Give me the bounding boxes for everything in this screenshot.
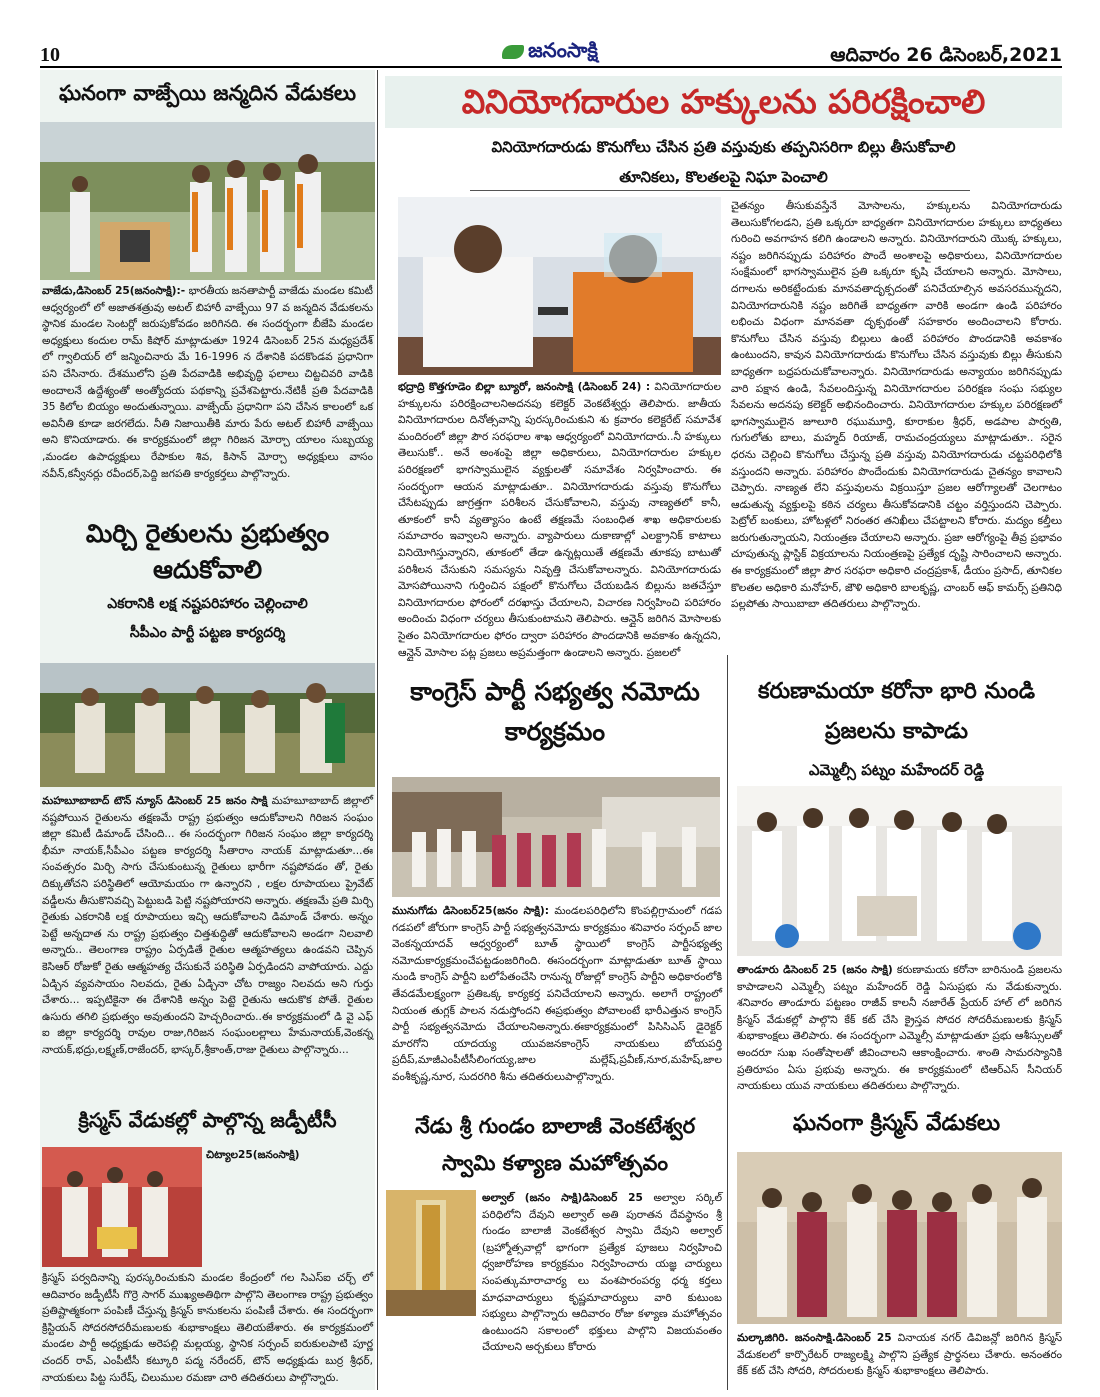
balaji-photo <box>386 1190 476 1316</box>
mirchi-dateline: మహబూబాబాద్ టౌన్ న్యూస్ డిసెంబర్ 25 జనం సాక్షి <box>42 795 268 807</box>
column-divider-left <box>377 70 378 1390</box>
consumer-meeting-photo <box>398 197 721 375</box>
issue-date: ఆదివారం 26 డిసెంబర్,2021 <box>830 44 1062 66</box>
corona-story <box>737 962 1062 1108</box>
masthead-rule <box>40 66 1062 68</box>
column-divider-right <box>727 655 728 1390</box>
main-deck-2: తూనికలు, కొలతలపై నిఘా పెంచాలి <box>619 168 828 186</box>
main-headline: వినియోగదారుల హక్కులను పరిరక్షించాలి <box>461 82 986 121</box>
balaji-headline-1: నేడు శ్రీ గుండం బాలాజీ వెంకటేశ్వర <box>414 1114 696 1138</box>
christmas-headline: ఘనంగా క్రిస్మస్ వేడుకలు <box>792 1111 1001 1136</box>
vajpayee-headline: ఘనంగా వాజ్పేయి జన్మదిన వేడుకలు <box>58 81 357 105</box>
vajpayee-body: భారతీయ జనతాపార్టీ వాజేడు మండల కమిటీ ఆధ్వర్యంలో లో అజాతశత్రువు అటల్ బిహారీ వాజ్పేయి 97 వ జన్మదిన వేడుకలను స్థానిక మండల సెంటర్లో జరుపుకోవడం జరిగినది. ఈ సందర్భంగా బీజేపి మండల అధ్యక్షులు కందుల రామ్ కిషోర్ మాట్లాడుతూ 1924 డిసెంబర్ 25న మధ్యప్రదేశ్ లో గ్వాలియర్ లో జన్మించినారు మే 16-1996 న దేశానికి పదకొండవ ప్రధానిగా పని చేసినారు. దేశములోని ప్రతి పేదవాడికి అభివృద్ధి ఫలాలు చిట్టచివరి వాడికి అందాలనే ఉద్దేశ్యంతో అంత్యోదయ పథకాన్ని ప్రవేశపెట్టారు.నేటికీ ప్రతి పేదవాడికి 35 కిలోల బియ్యం అందుతున్నాయి. వాజ్పేయ్ ప్రధానిగా పని చేసిన కాలంలో ఒక అవినీతి కూడా జరగలేదు. నీతి నిజాయితీకి మారు పేరు అటల్ బిహారీ వాజ్పేయి అని కొనియాడారు. ఈ కార్యక్రమంలో జిల్లా గిరిజన మోర్చా యాలం సుబ్బయ్య ,మండల ఉపాధ్యక్షులు రేపాకుల శివ, కిసాన్ మోర్చా అధ్యక్షులు వాసం నవీన్,కన్వీనర్లు రవీందర్,పెద్ది జగపతి కార్యకర్తలు పాల్గొన్నారు. <box>42 285 373 480</box>
christmas-zptc-body: క్రిస్మస్ పర్వదినాన్ని పురస్కరించుకుని మండల కేంద్రంలో గల సిఎస్ఐ చర్చ్ లో ఆదివారం జడ్పీటీసీ గొర్రె సాగర్ ముఖ్యఅతిథిగా పాల్గొని తెలంగాణ రాష్ట్ర ప్రభుత్వం ప్రతిష్టాత్మకంగా పంపిణీ చేస్తున్న క్రిస్మస్ కానుకలను పంపిణీ చేశారు. ఈ సందర్భంగా క్రిస్టియన్ సోదరసోదరీమణులకు శుభాకాంక్షలు తెలియజేశారు. ఈ కార్యక్రమంలో మండల పార్టీ అధ్యక్షుడు అరెపల్లి మల్లయ్య, స్థానిక సర్పంచ్ ఐరుకులపాటి పూర్ణ చందర్ రావ్, ఎంపీటీసీ కట్కూరి పద్మ నరేందర్, టౌన్ అధ్యక్షుడు బుర్ర శ్రీధర్, నాయకులు పిట్ట సురేష్, చిలుముల రమణా చారి తదితరులు పాల్గొన్నారు. <box>42 1272 373 1384</box>
consumer-body-left: వినియోగదారుల హక్కులను పరిరక్షించాలనిఅదనపు కలెక్టర్ వెంకటేశ్వర్లు తెలిపారు. జాతీయ వినియోగదారుల దినోత్సవాన్ని పురస్కరించుకుని శు క్రవారం కలెక్టరేట్ సమావేశ మందిరంలో జిల్లా పౌర సరఫరాల శాఖ ఆధ్వర్యంలో వినియోగదారు..నీ హక్కులు తెలుసుకో.. అనే అంశంపై జిల్లా అధికారులు, వినియోగదారుల హక్కుల పరిరక్షణలో భాగస్వాములైన వ్యక్తులతో సమావేశం నిర్వహించారు. ఈ సందర్భంగా ఆయన మాట్లాడుతూ.. వినియోగదారుడు వస్తువు కొనుగోలు చేసేటప్పుడు జాగ్రత్తగా పరిశీలన చేసుకోవాలని, వస్తువు నాణ్యతలో కానీ, తూకంలో కానీ వ్యత్యాసం ఉంటే తక్షణమే సంబంధిత శాఖ అధికారులకు సమాచారం ఇవ్వాలని అన్నారు. వ్యాపారులు దుకాణాల్లో ఎలక్ట్రానిక్ కాటాలు వినియోగిస్తున్నారని, తూకంలో తేడా ఉన్నట్లయితే తక్షణమే తూకపు బాటుతో పరిశీలన చేసుకుని సమస్యను నివృత్తి చేసుకోవాలన్నారు. వినియోగదారుడు మోసపోయినాని గుర్తించిన పక్షంలో కొనుగోలు చేయబడిన బిల్లును జతచేస్తూ వినియోగదారుల ఫోరంలో దరఖాస్తు చేయాలని, విచారణ నిర్వహించి పరిహారం అందించు విధంగా చర్యలు తీసుకుంటామని తెలిపారు. ఆన్లైన్ జరిగిన మోసాలకు సైతం వినియోగదారుల ఫోరం ద్వారా పరిహారం పొందడానికి అవకాశం ఉన్నదని, ఆన్లైన్ మోసాల పట్ల ప్రజలు అప్రమత్తంగా ఉండాలని అన్నారు. ప్రజలలో <box>398 381 721 659</box>
main-deck-1: వినియోగదారుడు కొనుగోలు చేసిన ప్రతి వస్తువుకు తప్పనిసరిగా బిల్లు తీసుకోవాలి <box>491 138 956 156</box>
consumer-story-left <box>398 379 721 659</box>
balaji-story <box>482 1190 722 1390</box>
page-number: 10 <box>40 44 60 66</box>
vajpayee-photo <box>40 122 375 280</box>
leaf-logo-icon <box>502 45 524 59</box>
mirchi-photo <box>40 663 375 787</box>
paper-name: జనంసాక్షి <box>528 38 598 62</box>
congress-photo <box>392 777 720 897</box>
christmas-story <box>737 1330 1062 1390</box>
deck-rule <box>470 190 970 191</box>
christmas-zptc-headline: క్రిస్మస్ వేడుకల్లో పాల్గొన్న జడ్పీటీసీ <box>78 1108 337 1132</box>
mirchi-subhead-1: ఎకరానికి లక్ష నష్టపరిహారం చెల్లించాలి <box>107 596 308 612</box>
mirchi-story <box>42 793 373 1133</box>
christmas-dateline: మల్కాజిగిరి. జనంసాక్షి.డిసెంబర్ 25 <box>737 1332 892 1344</box>
corona-headline: కరుణామయా కరోనా భారి నుండి ప్రజలను కాపాడు <box>758 679 1035 744</box>
christmas-zptc-story <box>42 1170 373 1385</box>
christmas-body: వినాయక నగర్ డివిజన్లో జరిగిన క్రిస్మస్ వేడుకలలో కార్పొరేటర్ రాజ్యలక్ష్మి పాల్గొని ప్రత్యేక ప్రార్థనలు చేశారు. అనంతరం కేక్ కట్ చేసి సోదరి, సోదరులకు క్రిస్మస్ శుభాకాంక్షలు తెలిపారు. <box>737 1332 1063 1378</box>
corona-body: కరుణామయ కరోనా బారినుండి ప్రజలను కాపాడాలని ఎమ్మెల్సీ పట్నం మహేందర్ రెడ్డి ఏసుప్రభు ను వేడుకున్నారు. శనివారం తాండూరు పట్టణం రాజీవ్ కాలనీ నజారేత్ ప్రేయర్ హాల్ లో జరిగిన క్రిస్మస్ వేడుకల్లో పాల్గొని కేక్ కట్ చేసి క్రైస్తవ సోదర సోదరీమణులకు క్రిస్మస్ శుభాకాంక్షలు తెలిపారు. ఈ సందర్భంగా ఎమ్మెల్సీ మాట్లాడుతూ ప్రభు ఆశీస్సులతో అందరూ సుఖ సంతోషాలతో జీవించాలని ఆకాంక్షించారు. శాంతి సామరస్యానికి ప్రతిరూపం ఏసు ప్రభువు అన్నారు. ఈ కార్యక్రమంలో టిఆర్ఎస్ సీనియర్ నాయకులు యువ నాయకులు తదితరులు పాల్గొన్నారు. <box>737 964 1062 1093</box>
paper-masthead <box>460 38 640 67</box>
consumer-dateline: భద్రాద్రి కొత్తగూడెం బిల్లా బ్యూరో, జనంసాక్షి (డిసెంబర్ 24) : <box>398 381 651 393</box>
christmas-photo <box>737 1152 1062 1324</box>
mirchi-subhead-2: సీపీఎం పార్టీ పట్టణ కార్యదర్శి <box>129 625 286 641</box>
mirchi-headline: మిర్చి రైతులను ప్రభుత్వం ఆదుకోవాలి <box>85 519 330 584</box>
christmas-zptc-dateline: చిట్యాల25(జనంసాక్షి) <box>206 1149 300 1161</box>
congress-dateline: మునుగోడు డిసెంబర్25(జనం సాక్షి): <box>392 905 550 917</box>
vajpayee-dateline: వాజేడు,డిసెంబర్ 25(జనంసాక్షి):- <box>42 285 186 297</box>
congress-body: మండలపరిధిలోని కొంపల్లిగ్రామంలో గడప గడపలో జోరుగా కాంగ్రెస్ పార్టీ సభ్యత్వనమోదు కార్యక్రమం శనివారం సర్పంచ్ జాల వెంకన్నయాదవ్ ఆధ్వర్యంలో బూత్ స్థాయిలో కాంగ్రెస్ పార్టీసభ్యత్వ నమోదుకార్యక్రమంచేపట్టడంజరిగింది. ఈసందర్బంగా మాట్లాడుతూ బూత్ స్థాయి నుండి కాంగ్రెస్ పార్టీని బలోపేతంచేసి రానున్న రోజుల్లో కాంగ్రెస్ పార్టీని అధికారంలోకి తేవడమేలక్ష్యంగా ప్రతిఒక్క కార్యకర్త పనిచేయాలని అన్నారు. అలాగే రాష్ట్రంలో నియంత తుగ్లక్ పాలన నడుస్తోందని ఈప్రభుత్వం పోవాలంటే భారీఎత్తున కాంగ్రెస్ పార్టీ సభ్యత్వనమోదు చేయాలనిఅన్నారు.ఈకార్యక్రమంలో పిసిసిఎస్ డైరెక్టర్ మారగోని యాదయ్య యువజనకాంగ్రెస్ నాయకులు బోయపర్తి ప్రదీప్,మాజీఎంపీటీసీలింగయ్య,జాల మల్లేష్,ప్రవీణ్,నూర,మహేష్,జాల వంశీకృష్ణ,నూర, సుదరగిరి శీను తదితరులుపాల్గొన్నారు. <box>392 905 723 1083</box>
balaji-body: అల్వాల సర్కిల్ పరిధిలోని దేవుని అల్వాల్ అతి పురాతన దేవస్థానం శ్రీ గుండం బాలాజీ వెంకటేశ్వర స్వామి దేవుని అల్వాల్ (బ్రహ్మోత్సవాల్లో భాగంగా ప్రత్యేక పూజలు నిర్వహించి ధ్వజారోహణ కార్యక్రమం నిర్వహించారు యజ్ఞ చార్యులు సంపత్కుమారాచార్య లు వంశపారంపర్య ధర్మ కర్తలు మాధవాచార్యులు కృష్ణమాచార్యులు వారి కుటుంబ సభ్యులు పాల్గొన్నారు ఆదివారం రోజు కళ్యాణ మహోత్సవం ఉంటుందని సకాలంలో భక్తులు పాల్గొని విజయవంతం చేయాలని అర్చకులు కోరారు <box>482 1192 722 1354</box>
mirchi-body: మహబూబాబాద్ జిల్లాలో నష్టపోయిన రైతులను తక్షణమే రాష్ట్ర ప్రభుత్వం ఆదుకోవాలని గిరిజన సంఘం జిల్లా కమిటీ డిమాండ్ చేసింది... ఈ సందర్భంగా గిరిజన సంఘం జిల్లా కార్యదర్శి భీమా నాయక్,సీపీఎం పట్టణ కార్యదర్శి సీతారాం నాయక్ మాట్లాడుతూ...ఈ సంవత్సరం మిర్చి సాగు చేసుకుంటున్న రైతులు భారీగా నష్టపోవడం తో, రైతు దిక్కుతోచని పరిస్థితిలో ఆయోమయం గా ఉన్నారని , లక్షల రూపాయలు ప్రైవేట్ వడ్డీలను తీసుకొనివచ్చి పెట్టుబడి పెట్టి నష్టపోయారని అన్నారు. తక్షణమే ప్రతి మిర్చి రైతుకు ఎకరానికి లక్ష రూపాయలు ఇచ్చి ఆదుకోవాలని డిమాండ్ చేశారు. అన్నం పెట్టే అన్నదాత ను రాష్ట్ర ప్రభుత్వం చిత్తశుద్ధితో ఆదుకోవాలని అండగా నిలవాలి అన్నారు.. తెలంగాణ రాష్ట్రం ఏర్పడితే రైతుల ఆత్మహత్యలు ఉండవని చెప్పిన కెసిఆర్ రోజుకో రైతు ఆత్మహత్య చేసుకునే పరిస్థితి ఏర్పడిందని వాపోయారు. ఎద్దు ఏడ్చిన వ్యవసాయం నిలవదు, రైతు ఏడ్చినా చోట రాజ్యం నిలవదు అని గుర్తు చేశారు... ఇప్పటికైనా ఈ దేశానికి అన్నం పెట్టె రైతును ఆదుకొక పోతే. రైతుల ఉసురు తగిలి ప్రభుత్వం అవుతుందని హెచ్చరించారు..ఈ కార్యక్రమంలో డి వై ఎఫ్ ఐ జిల్లా కార్యదర్శి రావుల రాజు,గిరిజన సంఘంలల్లాలు హేమనాయక్,వెంకన్న నాయక్,భద్రు,లక్ష్మణ్,రాజేందర్, భాస్కర్,శ్రీకాంత్,రాజు రైతులు పాల్గొన్నారు... <box>42 795 373 1056</box>
congress-story <box>392 903 722 1106</box>
corona-photo <box>737 786 1062 956</box>
consumer-story-right: చైతన్యం తీసుకువస్తేనే మోసాలను, హక్కులను వినియోగదారుడు తెలుసుకోగలడని, ప్రతి ఒక్కరూ బాధ్యతగా వినియోగదారుల హక్కులు బాధ్యతలు గురించి అవగాహన కలిగి ఉండాలని అన్నారు. వినియోగదారుని యొక్క హక్కులు, నష్టం జరిగినప్పుడు పరిహారం పొందే అంశాలపై అధికారులు, వినియోగదారుల సంక్షేమంలో భాగస్వాములైన ప్రతి ఒక్కరూ కృషి చేయాలని అన్నారు. మోసాలు, దగాలను అరికట్టేందుకు మానవతాదృక్పదంతో పనిచేయాల్సిన అవసరమున్నదని, వినియోగదారునికి నష్టం జరిగితే బాధ్యతగా వారికి అండగా ఉండి పరిహారం లభించు విధంగా మానవతా దృక్పథంతో సహకారం అందించాలని కోరారు. కొనుగోలు చేసిన వస్తువు బిల్లులు ఉంటే పరిహారం పొందడానికి అవకాశం ఉంటుందని, కావున వినియోగదారుడు కొనుగోలు చేసిన వస్తువుకు బిల్లు తీసుకుని బాధ్యతగా బధ్రపరుచుకోవాలన్నారు. వినియోగదారుడు అన్యాయం జరిగినప్పుడు వారి పక్షాన ఉండి, సేవలందిస్తున్న వినియోగదారుల పరిరక్షణ సంఘ సభ్యుల సేవలను అదనపు కలెక్టర్ అభినందించారు. వినియోగదారుల హక్కుల పరిరక్షణలో భాగస్వాములైన జూలూరి రఘుమూర్తి, కూరాకుల శ్రీధర్, అడపాల పార్వతి, గుగులోతు బాలు, మహ్మద్ రియాజ్, రామచంద్రయ్యలు మాట్లాడుతూ.. సరైన ధరను చెల్లించి కొనుగోలు చేస్తున్న ప్రతి వస్తువు వినియోగదారుడు చట్టపరిధిలోకి వస్తుందని అన్నారు. పరిహారం పొందేందుకు వినియోగదారుడు చైతన్యం కావాలని చెప్పారు. నాణ్యత లేని వస్తువులను విక్రయిస్తూ ప్రజల ఆరోగ్యాలతో చెలగాటం ఆడుతున్న వ్యక్తులపై కఠిన చర్యలు తీసుకోవడానికి చట్టం వర్తిస్తుందని చెప్పారు. పెట్రోల్ బంకులు, హోటళ్లలో నిరంతర తనిఖీలు చేపట్టాలని కోరారు. మద్యం కల్తీలు జరుగుతున్నాయని, నియంత్రణ చేయాలని అన్నారు. ప్రజా ఆరోగ్యంపై తీవ్ర ప్రభావం చూపుతున్న ప్లాస్టిక్ విక్రయాలను నియంత్రణపై ప్రత్యేక దృష్టి సారించాలని అన్నారు. ఈ కార్యక్రమంలో జిల్లా పౌర సరఫరా అధికారి చంద్రప్రకాశ్, డీయం ప్రసాద్, తూనికల కొలతల అధికారి మనోహర్, జౌళి అధికారి బాలకృష్ణ, చాంబర్ ఆఫ్ కామర్స్ ప్రతినిధి పల్లపోతు సాయిబాబా తదితరులు పాల్గొన్నారు. <box>731 200 1062 611</box>
balaji-dateline: అల్వాల్ (జనం సాక్షి)డిసెంబర్ 25 <box>482 1192 643 1204</box>
congress-headline: కాంగ్రెస్ పార్టీ సభ్యత్వ నమోదు కార్యక్రమం <box>410 677 700 746</box>
corona-dateline: తాండూరు డిసెంబర్ 25 (జనం సాక్షి) <box>737 964 893 976</box>
balaji-headline-2: స్వామి కళ్యాణ మహోత్సవం <box>441 1151 669 1175</box>
corona-subhead: ఎమ్మెల్సీ పట్నం మహేందర్ రెడ్డి <box>808 761 985 779</box>
